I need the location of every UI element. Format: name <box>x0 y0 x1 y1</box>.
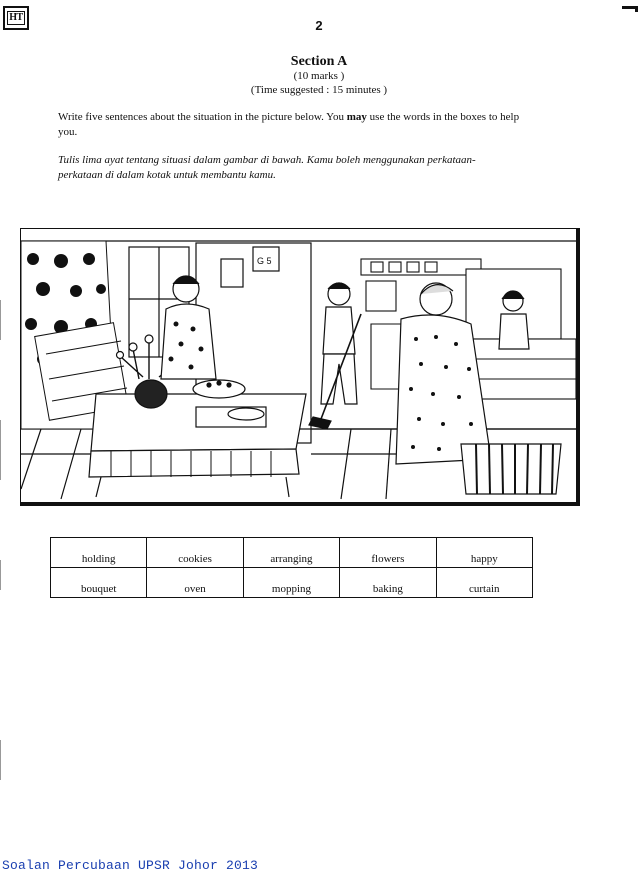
word-cell: flowers <box>340 538 436 568</box>
word-cell: arranging <box>243 538 339 568</box>
word-cell: baking <box>340 568 436 598</box>
word-cell: oven <box>147 568 243 598</box>
margin-mark <box>0 300 1 340</box>
margin-mark <box>0 420 1 480</box>
instruction-emphasis: may <box>346 111 367 123</box>
page-number: 2 <box>315 18 323 33</box>
word-cell: holding <box>51 538 147 568</box>
wall-sign-text: G 5 <box>257 256 272 266</box>
word-box-table <box>50 537 533 598</box>
word-cell: cookies <box>147 538 243 568</box>
word-cell: happy <box>436 538 532 568</box>
word-row <box>51 538 533 568</box>
instruction-english <box>58 110 528 140</box>
word-cell: mopping <box>243 568 339 598</box>
corner-mark <box>622 6 638 12</box>
word-row <box>51 568 533 598</box>
word-cell: curtain <box>436 568 532 598</box>
footer-source-text: Soalan Percubaan UPSR Johor 2013 <box>2 858 259 873</box>
instruction-text: use the words in the boxes to help you. <box>58 111 520 138</box>
margin-mark <box>0 740 1 780</box>
logo-text: HT <box>7 11 25 25</box>
section-marks: (10 marks ) <box>293 70 345 82</box>
margin-mark <box>0 560 1 590</box>
instruction-malay: Tulis lima ayat tentang situasi dalam gambar di bawah. Kamu boleh menggunakan perkataan-perkataan di dalam kotak untuk membantu kamu. <box>58 154 476 181</box>
section-title: Section A <box>290 54 348 69</box>
kitchen-scene-drawing <box>21 229 576 502</box>
kitchen-illustration <box>20 228 580 506</box>
instruction-text: Write five sentences about the situation in the picture below. You <box>58 111 347 123</box>
time-suggested: (Time suggested : 15 minutes ) <box>250 84 388 96</box>
word-cell: bouquet <box>51 568 147 598</box>
